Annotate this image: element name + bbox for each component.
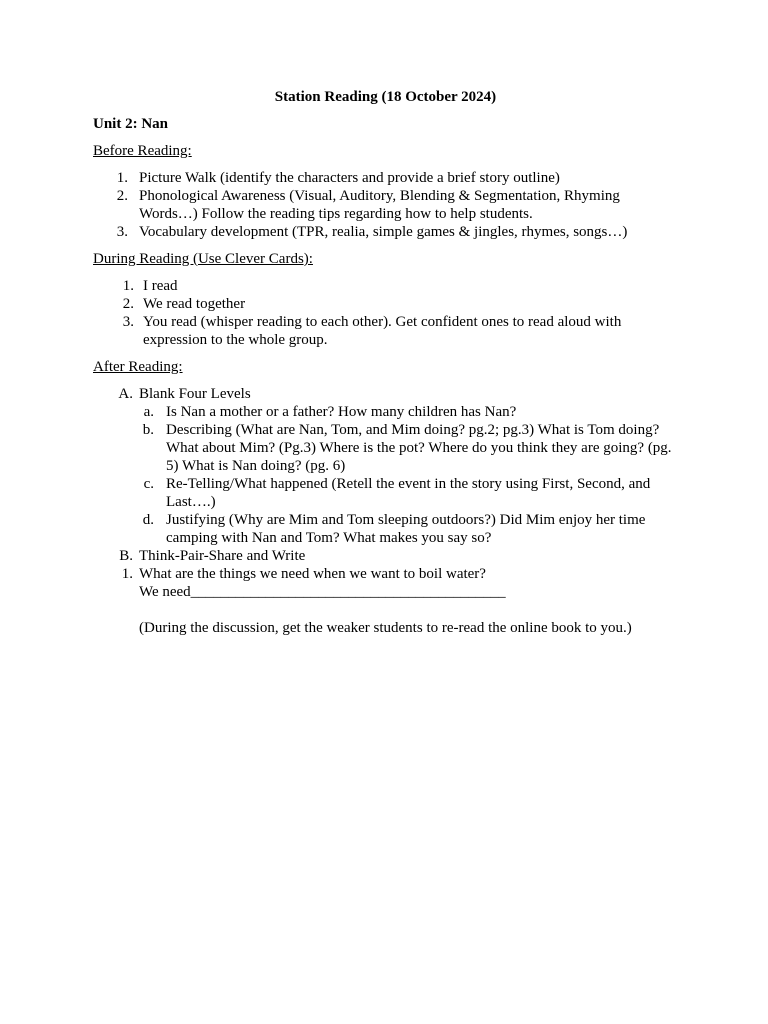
list-item-text: Vocabulary development (TPR, realia, simple games & jingles, rhymes, songs…) [139, 224, 628, 240]
after-reading-list [93, 385, 678, 583]
list-marker: A. [118, 386, 133, 402]
sublist-marker: a. [143, 404, 154, 420]
document-title: Station Reading (18 October 2024) [274, 89, 497, 105]
list-marker: 3. [116, 224, 128, 240]
sublist-marker: c. [143, 476, 154, 492]
list-marker: 3. [122, 314, 134, 330]
answer-blank-line: We need__________________________________________ [139, 584, 506, 600]
list-item [93, 169, 678, 187]
sublist-item-text: Is Nan a mother or a father? How many children has Nan? [166, 404, 517, 420]
sublist-item [139, 475, 678, 511]
during-reading-list [93, 277, 678, 349]
list-item [93, 277, 678, 295]
list-marker: 1. [116, 170, 128, 186]
list-item-text: You read (whisper reading to each other). Get confident ones to read aloud with expression to the whole group. [143, 314, 622, 348]
unit-heading: Unit 2: Nan [93, 116, 169, 132]
sublist-item-text: Describing (What are Nan, Tom, and Mim doing? pg.2; pg.3) What is Tom doing? What about Mim? (Pg.3) Where is the pot? Where do you think they are going? (pg. 5) What is Nan doing? (pg. 6) [166, 422, 672, 474]
list-item-text: We read together [143, 296, 246, 312]
levels-sublist [139, 403, 678, 547]
list-item [93, 295, 678, 313]
sublist-marker: b. [142, 422, 154, 438]
list-item [93, 313, 678, 349]
list-item [93, 223, 678, 241]
sublist-item [139, 511, 678, 547]
after-reading-heading: After Reading: [93, 359, 183, 375]
list-item-text: Picture Walk (identify the characters and provide a brief story outline) [139, 170, 560, 186]
sublist-item [139, 421, 678, 475]
list-marker: 2. [122, 296, 134, 312]
list-item [93, 385, 678, 547]
sublist-item-text: Re-Telling/What happened (Retell the event in the story using First, Second, and Last….) [166, 476, 651, 510]
list-marker: 1. [122, 278, 134, 294]
during-reading-heading: During Reading (Use Clever Cards): [93, 251, 313, 267]
list-marker: B. [119, 548, 133, 564]
before-reading-list [93, 169, 678, 241]
document-page [93, 88, 678, 637]
list-item-text: I read [143, 278, 178, 294]
list-marker: 1. [121, 566, 133, 582]
list-marker: 2. [116, 188, 128, 204]
list-item [93, 547, 678, 565]
list-item-text: Phonological Awareness (Visual, Auditory, Blending & Segmentation, Rhyming Words…) Follow the reading tips regarding how to help students. [139, 188, 620, 222]
list-item-text: What are the things we need when we want to boil water? [139, 566, 486, 582]
sublist-marker: d. [142, 512, 154, 528]
teacher-note: (During the discussion, get the weaker students to re-read the online book to you.) [139, 620, 632, 636]
before-reading-heading: Before Reading: [93, 143, 192, 159]
list-item [93, 565, 678, 583]
list-item-text: Blank Four Levels [139, 386, 251, 402]
list-item [93, 187, 678, 223]
sublist-item-text: Justifying (Why are Mim and Tom sleeping outdoors?) Did Mim enjoy her time camping with Nan and Tom? What makes you say so? [166, 512, 646, 546]
list-item-text: Think-Pair-Share and Write [139, 548, 306, 564]
sublist-item [139, 403, 678, 421]
